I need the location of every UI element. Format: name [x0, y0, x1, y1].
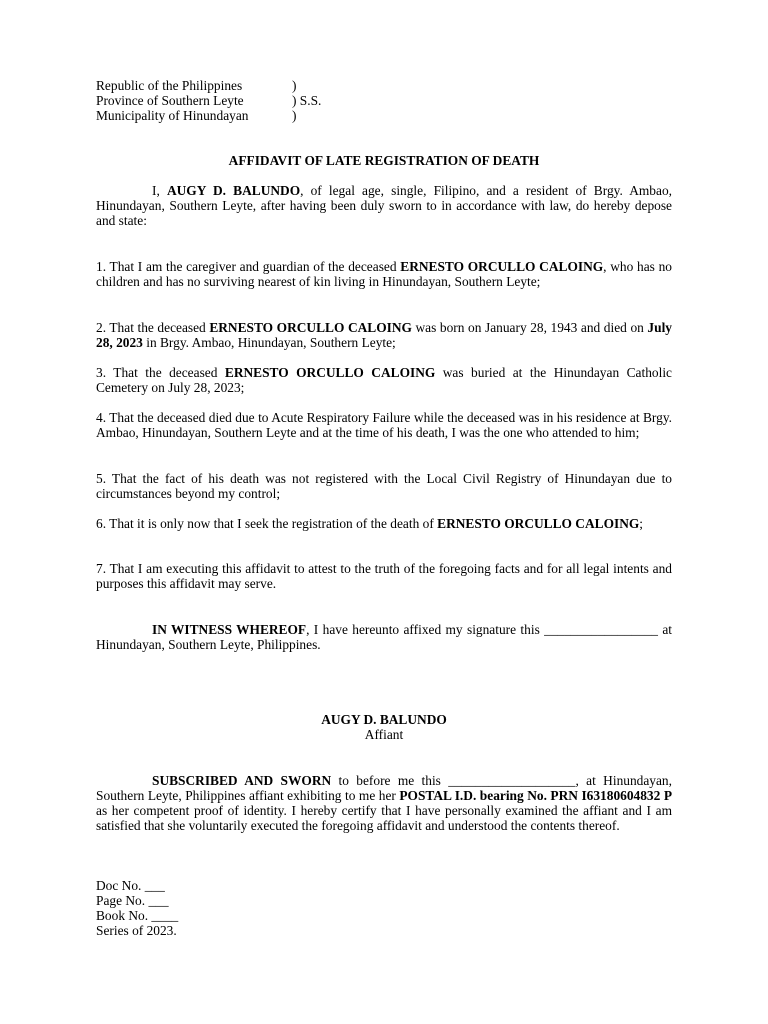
venue-line-republic	[96, 78, 297, 93]
statement-text: 3. That the deceased	[96, 365, 225, 380]
witness-paragraph	[96, 622, 672, 652]
document-title: AFFIDAVIT OF LATE REGISTRATION OF DEATH	[228, 153, 540, 168]
affiant-name: AUGY D. BALUNDO	[321, 712, 447, 727]
statement-2	[96, 320, 672, 350]
venue-line-province	[96, 93, 322, 108]
statement-text: 1. That I am the caregiver and guardian of the deceased	[96, 259, 401, 274]
statement-1	[96, 259, 672, 289]
jurat-text: to before me this ___________________, at Hinundayan, Southern Leyte, Philippines affiant exhibiting to me her	[96, 773, 672, 803]
statement-5: 5. That the fact of his death was not registered with the Local Civil Registry of Hinundayan due to circumstances beyond my control;	[96, 471, 672, 501]
affiant-name: AUGY D. BALUNDO	[166, 183, 301, 198]
notarial-register	[96, 878, 178, 938]
venue-text: Municipality of Hinundayan	[96, 108, 249, 123]
venue-line-municipality	[96, 108, 297, 123]
affiant-label: Affiant	[364, 727, 404, 742]
deceased-name: ERNESTO ORCULLO CALOING	[209, 320, 412, 335]
venue-paren: )	[292, 108, 297, 123]
series-year: Series of 2023.	[96, 923, 177, 938]
deceased-name: ERNESTO ORCULLO CALOING	[224, 365, 436, 380]
statement-text: in Brgy. Ambao, Hinundayan, Southern Leyte;	[142, 335, 396, 350]
venue-text: Province of Southern Leyte	[96, 93, 244, 108]
statement-3	[96, 365, 672, 395]
id-details: POSTAL I.D. bearing No. PRN I63180604832 P	[399, 788, 672, 803]
page-number: Page No. ___	[96, 893, 169, 908]
book-number: Book No. ____	[96, 908, 179, 923]
statement-text: ;	[639, 516, 644, 531]
jurat-heading: SUBSCRIBED AND SWORN	[152, 773, 332, 788]
statement-text: was buried at the Hinundayan Catholic Cemetery on July 28, 2023;	[96, 365, 672, 395]
deceased-name: ERNESTO ORCULLO CALOING	[437, 516, 640, 531]
statement-6	[96, 516, 672, 531]
venue-paren-ss: ) S.S.	[292, 93, 322, 108]
witness-heading: IN WITNESS WHEREOF	[152, 622, 307, 637]
venue-caption	[96, 78, 322, 123]
intro-text: I,	[152, 183, 160, 198]
date-of-death: July 28, 2023	[96, 320, 672, 350]
statement-4: 4. That the deceased died due to Acute Respiratory Failure while the deceased was in his residence at Brgy. Ambao, Hinundayan, Southern Leyte and at the time of his death, I was the one who attended to him;	[96, 410, 672, 440]
jurat-paragraph	[96, 773, 672, 833]
witness-text: , I have hereunto affixed my signature this _________________ at Hinundayan, Southern Leyte, Philippines.	[96, 622, 672, 652]
jurat-text: as her competent proof of identity. I hereby certify that I have personally examined the affiant and I am satisfied that she voluntarily executed the foregoing affidavit and understood the contents thereof.	[96, 803, 672, 833]
intro-text: , of legal age, single, Filipino, and a resident of Brgy. Ambao, Hinundayan, Southern Leyte, after having been duly sworn to in accordance with law, do hereby depose and state:	[96, 183, 672, 228]
signature-block	[96, 712, 672, 742]
venue-paren: )	[292, 78, 297, 93]
deceased-name: ERNESTO ORCULLO CALOING	[400, 259, 604, 274]
statement-text: 6. That it is only now that I seek the registration of the death of	[96, 516, 438, 531]
statement-text: 2. That the deceased	[96, 320, 210, 335]
statement-text: was born on January 28, 1943 and died on	[411, 320, 648, 335]
affiant-signature-name	[96, 712, 672, 727]
statement-text: , who has no children and has no surviving nearest of kin living in Hinundayan, Southern Leyte;	[96, 259, 672, 289]
venue-text: Republic of the Philippines	[96, 78, 243, 93]
statement-7: 7. That I am executing this affidavit to attest to the truth of the foregoing facts and for all legal intents and purposes this affidavit may serve.	[96, 561, 672, 591]
intro-paragraph	[96, 183, 672, 228]
doc-number: Doc No. ___	[96, 878, 165, 893]
